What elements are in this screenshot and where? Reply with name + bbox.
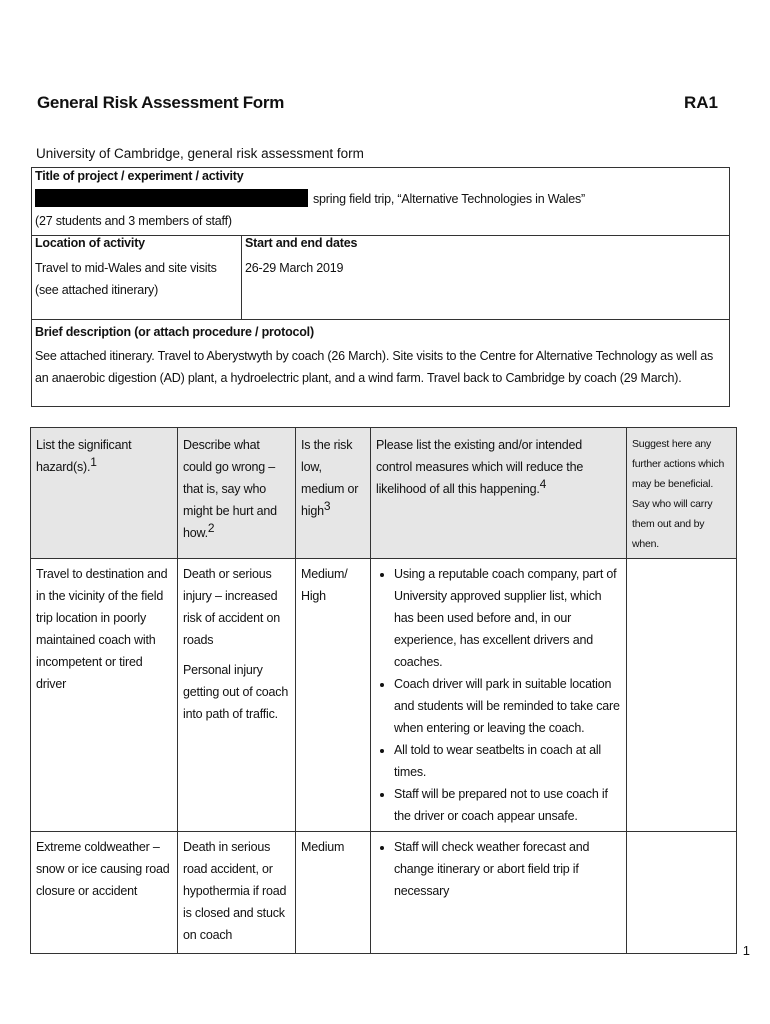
control-measures-list [376, 836, 621, 902]
further-actions-cell [627, 832, 737, 954]
further-actions-cell [627, 559, 737, 832]
dates-label: Start and end dates [245, 236, 358, 250]
project-participants: (27 students and 3 members of staff) [35, 214, 232, 228]
description-section [32, 319, 729, 406]
risk-level-cell: Medium/ High [296, 559, 371, 832]
page-number: 1 [742, 943, 750, 958]
risk-level-cell: Medium [296, 832, 371, 954]
form-subtitle: University of Cambridge, general risk assessment form [36, 146, 364, 161]
hazard-cell: Travel to destination and in the vicinity of the field trip location in poorly maintained coach with incompetent or tired driver [31, 559, 178, 832]
header-further-actions: Suggest here any further actions which may be beneficial. Say who will carry them out and by when. [627, 428, 737, 559]
control-measures-list [376, 563, 621, 827]
header-hazards: List the significant hazard(s).1 [31, 428, 178, 559]
control-measures-cell [371, 832, 627, 954]
project-info-box [31, 167, 730, 407]
project-title-section [32, 168, 729, 236]
hazard-cell: Extreme coldweather – snow or ice causing road closure or accident [31, 832, 178, 954]
location-cell [32, 235, 242, 319]
list-item: • Staff will check weather forecast and change itinerary or abort field trip if necessary [394, 836, 621, 902]
page-title: General Risk Assessment Form [37, 93, 285, 112]
form-code: RA1 [683, 93, 718, 112]
location-value: Travel to mid-Wales and site visits (see attached itinerary) [35, 261, 217, 297]
description-label: Brief description (or attach procedure / protocol) [35, 325, 314, 339]
table-row [31, 832, 737, 954]
description-value: See attached itinerary. Travel to Aberystwyth by coach (26 March). Site visits to the Centre for Alternative Technology as well as an anaerobic digestion (AD) plant, a hydroelectric plant, and a wind farm. Travel back to Cambridge by coach (29 March). [35, 349, 714, 385]
hazard-table [30, 427, 737, 954]
control-measures-cell [371, 559, 627, 832]
project-title-value: spring field trip, “Alternative Technologies in Wales” [313, 192, 585, 206]
table-row [31, 559, 737, 832]
what-could-go-wrong-cell: Death in serious road accident, or hypothermia if road is closed and stuck on coach [178, 832, 296, 954]
list-item: • Using a reputable coach company, part of University approved supplier list, which has been used before and, in our experience, has excellent drivers and coaches. [394, 563, 621, 673]
what-could-go-wrong-cell: Death or serious injury – increased risk of accident on roads Personal injury getting out of coach into path of traffic. [178, 559, 296, 832]
table-header-row [31, 428, 737, 559]
list-item: • Staff will be prepared not to use coach if the driver or coach appear unsafe. [394, 783, 621, 827]
dates-value: 26-29 March 2019 [245, 261, 344, 275]
project-title-label: Title of project / experiment / activity [35, 169, 244, 183]
header-what-could-go-wrong: Describe what could go wrong – that is, say who might be hurt and how.2 [178, 428, 296, 559]
redaction-bar [35, 189, 308, 207]
list-item: • All told to wear seatbelts in coach at all times. [394, 739, 621, 783]
location-dates-section [32, 235, 729, 320]
location-label: Location of activity [35, 236, 145, 250]
dates-cell [242, 235, 729, 319]
header-risk-level: Is the risk low, medium or high3 [296, 428, 371, 559]
list-item: • Coach driver will park in suitable location and students will be reminded to take care when entering or leaving the coach. [394, 673, 621, 739]
header-control-measures: Please list the existing and/or intended control measures which will reduce the likelihood of all this happening.4 [371, 428, 627, 559]
